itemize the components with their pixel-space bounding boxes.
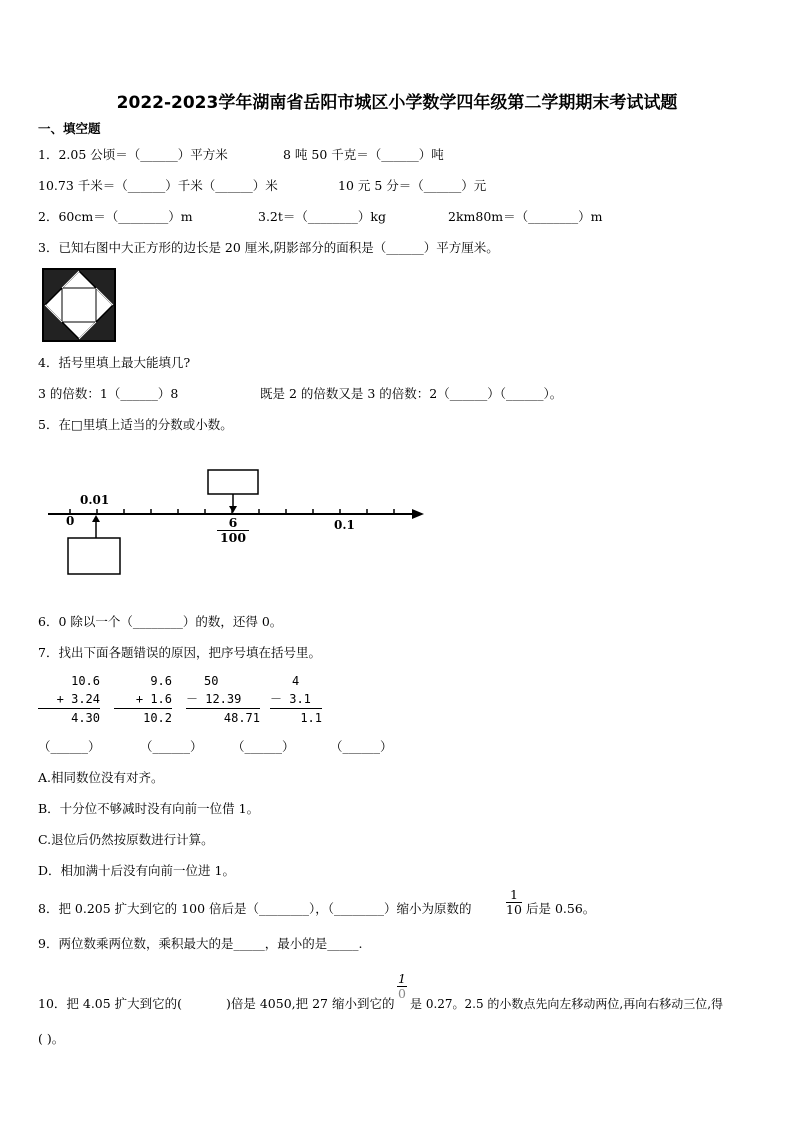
fraction-numerator: 6: [217, 516, 249, 531]
calc-1-result: 4.30: [38, 708, 100, 727]
calc-3-b: － 12.39: [186, 692, 242, 706]
q4-a: 3 的倍数：1（______）8: [38, 386, 179, 401]
option-b: B．十分位不够减时没有向前一位借 1。: [38, 801, 260, 816]
q2-a: 2．60cm＝（________）m: [38, 209, 193, 224]
calc-2-result: 10.2: [114, 708, 172, 727]
q8-text: 8．把 0.205 扩大到它的 100 倍后是（________），（________）缩小为原数的: [38, 901, 472, 916]
q4-b: 既是 2 的倍数又是 3 的倍数：2（______）（______）。: [260, 386, 563, 401]
square-figure: [40, 266, 118, 344]
option-c: C.退位后仍然按原数进行计算。: [38, 832, 214, 847]
q4-text: 4．括号里填上最大能填几?: [38, 355, 191, 370]
tick-label-0: 0: [66, 514, 75, 528]
q9-text: 9．两位数乘两位数，乘积最大的是_____，最小的是_____.: [38, 936, 363, 951]
q1-line1-a: 1．2.05 公顷＝（______）平方米: [38, 147, 228, 162]
calc-1-b: + 3.24: [56, 692, 100, 706]
calc-2: [114, 672, 172, 727]
fraction-denominator: 100: [219, 530, 247, 545]
calc-3-a: 50: [204, 674, 219, 688]
calc-4-result: 1.1: [270, 708, 322, 727]
answer-blank-4[interactable]: （______）: [330, 739, 393, 754]
q2-b: 3.2t＝（________）kg: [258, 209, 386, 224]
q1-line2-b: 10 元 5 分＝（______）元: [338, 178, 487, 193]
q10-text-start: 10．把 4.05 扩大到它的(: [38, 996, 183, 1011]
page-title: 2022-2023学年湖南省岳阳市城区小学数学四年级第二学期期末考试试题: [116, 93, 678, 113]
q10-text-mid: )倍是 4050,把 27 缩小到它的: [226, 996, 395, 1011]
calc-2-a: 9.6: [150, 674, 172, 688]
calc-1: [38, 672, 100, 727]
q10-text-end: 是 0.27。2.5 的小数点先向左移动两位,再向右移动三位,得: [410, 997, 724, 1011]
answer-blank-3[interactable]: （______）: [232, 739, 295, 754]
option-a: A.相同数位没有对齐。: [38, 770, 164, 785]
option-d: D．相加满十后没有向前一位进 1。: [38, 863, 235, 878]
q8-fraction: [506, 888, 522, 917]
q6-text: 6．0 除以一个（________）的数，还得 0。: [38, 614, 283, 629]
q7-text: 7．找出下面各题错误的原因，把序号填在括号里。: [38, 645, 321, 660]
q1-line2-a: 10.73 千米＝（______）千米（______）米: [38, 178, 278, 193]
q5-text: 5．在□里填上适当的分数或小数。: [38, 417, 233, 432]
calc-1-a: 10.6: [71, 674, 100, 688]
q10-fraction-numerator: 1: [398, 971, 406, 986]
q10-answer-line[interactable]: ( )。: [38, 1031, 65, 1046]
answer-blank-2[interactable]: （______）: [140, 739, 203, 754]
calc-3: [186, 672, 260, 727]
calc-2-b: + 1.6: [135, 692, 172, 706]
calc-4-a: 4: [292, 674, 300, 688]
tick-label-0.1: 0.1: [334, 518, 355, 532]
q8-text-end: 后是 0.56。: [526, 901, 596, 916]
tick-label-0.01: 0.01: [80, 493, 110, 507]
calc-3-result: 48.71: [186, 708, 260, 727]
q1-line1-b: 8 吨 50 千克＝（______）吨: [283, 147, 444, 162]
q2-c: 2km80m＝（________）m: [448, 209, 603, 224]
fraction-6-100: [217, 516, 249, 545]
q10-fraction: [397, 972, 407, 1001]
q3-text: 3．已知右图中大正方形的边长是 20 厘米,阴影部分的面积是（______）平方厘米。: [38, 240, 499, 255]
calc-4: [270, 672, 322, 727]
q8-fraction-denominator: 10: [506, 902, 522, 917]
section-heading: 一、填空题: [38, 121, 101, 136]
answer-blank-1[interactable]: （______）: [38, 739, 101, 754]
calc-4-b: － 3.1: [270, 692, 311, 706]
q8-fraction-numerator: 1: [506, 888, 522, 903]
q10-fraction-denominator: 0: [398, 986, 406, 1001]
